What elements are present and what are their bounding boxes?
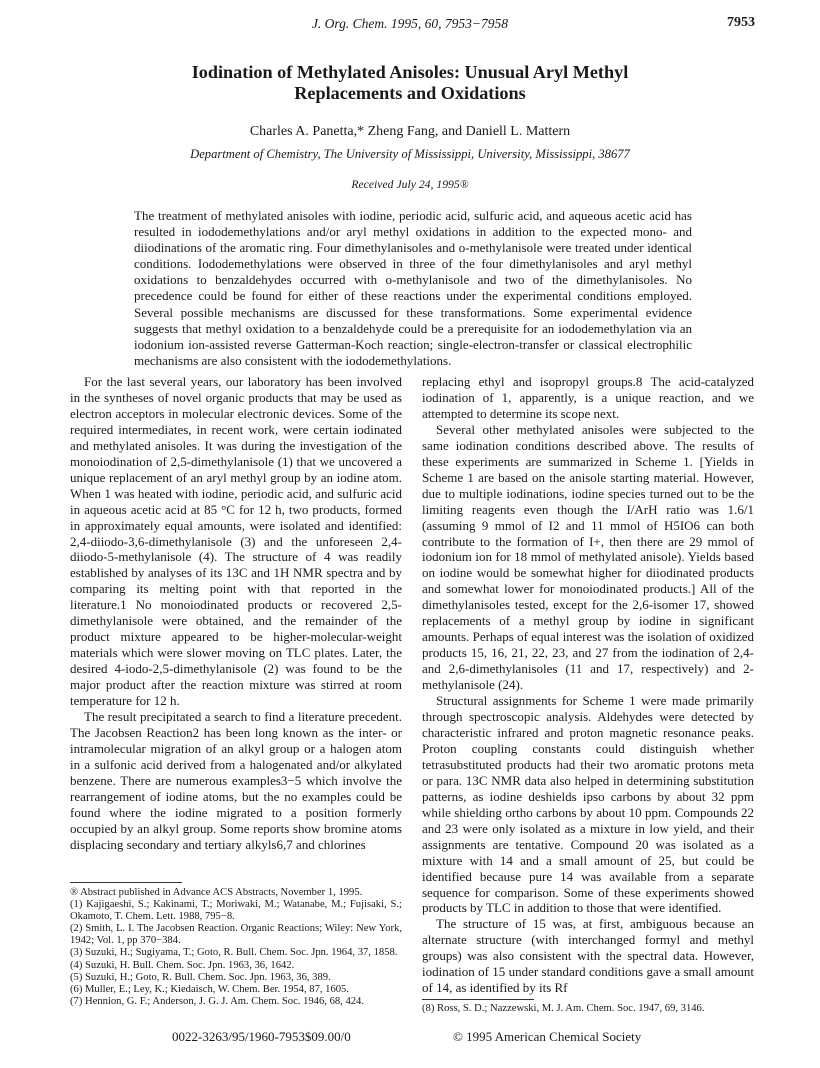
affiliation: Department of Chemistry, The University of Mississippi, University, Mississippi, 38677 xyxy=(190,147,630,161)
article-code: 0022-3263/95/1960-7953$09.00/0 xyxy=(172,1029,351,1044)
received-date: Received July 24, 1995® xyxy=(351,178,469,191)
footnote: (8) Ross, S. D.; Nazzewski, M. J. Am. Chem. Soc. 1947, 69, 3146. xyxy=(422,1003,705,1014)
footnote: (2) Smith, L. I. The Jacobsen Reaction. Organic Reactions; Wiley: New York, 1942; Vol. 1, pp 370−384. xyxy=(70,923,402,947)
footnote-divider xyxy=(422,999,534,1000)
body-paragraph: For the last several years, our laboratory has been involved in the syntheses of novel organic products that may be used as electron acceptors in molecular electronic devices. Some of the required intermediates, in recent work, were certain iodinated and methylated anisoles. It was during the investigation of the monoiodination of 2,5-dimethylanisole (1) that we uncovered a unique replacement of an aryl methyl group by an iodine atom. When 1 was heated with iodine, periodic acid, and sulfuric acid in aqueous acetic acid at 85 °C for 12 h, two products, formed in approximately equal amounts, were isolated and identified: 2,4-diiodo-3,6-dimethylanisole (3) and the unforeseen 2,4-diiodo-5-methylanisole (4). The structure of 4 was readily established by analyses of its 13C and 1H NMR spectra and by comparing its melting point with that reported in the literature.1 No monoiodinated products or recovered 2,5-dimethylanisole were obtained, and the remainder of the product mixture appeared to be higher-molecular-weight materials which were slower moving on TLC plates. Later, the desired 4-iodo-2,5-dimethylanisole (2) was found to be the major product after the reaction mixture was stirred at room temperature for 12 h. xyxy=(70,374,402,709)
footnote: (6) Muller, E.; Ley, K.; Kiedaisch, W. Chem. Ber. 1954, 87, 1605. xyxy=(70,983,349,995)
body-paragraph: Structural assignments for Scheme 1 were made primarily through spectroscopic analysis. Aldehydes were detected by characteristic infrared and proton magnetic resonance peaks. Proton coupling constants could distinguish whether tetrasubstituted products had their two aromatic protons meta or para. 13C NMR data also helped in determining substitution patterns, as iodine deshields ipso carbons by about 32 ppm while shielding ortho carbons by about 10 ppm. Compounds 22 and 23 were only isolated as a mixture in low yield, and their assignments are tentative. Compound 20 was isolated as a mixture with 14 and a small amount of 25, but could be identified because pure 14 was available from a separate sequence for comparison. Some of these experiments showed products by TLC in addition to those that were identified. xyxy=(422,693,754,916)
article-title xyxy=(100,62,720,104)
body-column-right xyxy=(422,374,754,996)
footnote: ® Abstract published in Advance ACS Abstracts, November 1, 1995. xyxy=(70,887,363,898)
body-paragraph: The result precipitated a search to find a literature precedent. The Jacobsen Reaction2 has been long known as the inter- or intramolecular migration of an alkyl group or a halogen atom in a sulfonic acid derived from a halogenated and/or alkylated benzene. There are numerous examples3−5 which involve the rearrangement of iodine atoms, but the no examples could be found where the iodine migrated to a position formerly occupied by an alkyl group. Some reports show bromine atoms displacing secondary and tertiary alkyls6,7 and chlorines xyxy=(70,709,402,852)
body-paragraph: The structure of 15 was, at first, ambiguous because an alternate structure (with interchanged formyl and methyl groups) was also consistent with the spectral data. However, iodination of 15 under standard conditions gave a small amount of 14, as identified by its Rf xyxy=(422,916,754,996)
author-list: Charles A. Panetta,* Zheng Fang, and Daniell L. Mattern xyxy=(249,124,571,139)
copyright: © 1995 American Chemical Society xyxy=(453,1029,642,1044)
title-line-1: Iodination of Methylated Anisoles: Unusual Aryl Methyl xyxy=(191,62,629,82)
body-column-left xyxy=(70,374,402,853)
body-paragraph: Several other methylated anisoles were subjected to the same iodination conditions described above. The results of these experiments are summarized in Scheme 1. [Yields in Scheme 1 are based on the anisole starting material. However, due to multiple iodinations, iodine species turned out to be the limiting reagents even though the I/ArH ratio was 1.6/1 (assuming 9 mmol of I2 and 11 mmol of H5IO6 can both contribute to the formation of I+, then there are 29 mmol of iodonium ion for 18 mmol of methylated anisole). Yields based on iodine would be somewhat higher for diiodinated products and somewhat lower for monoiodinated products.] All of the dimethylanisoles tested, except for the 2,6-isomer 17, showed replacements of a methyl group by iodine in significant amounts. Perhaps of equal interest was the isolation of oxidized products 15, 16, 21, 22, 23, and 27 from the iodination of 2,4- and 2,6-dimethylanisoles (11 and 17, respectively) and 2-methylanisole (24). xyxy=(422,421,754,693)
footnote: (3) Suzuki, H.; Sugiyama, T.; Goto, R. Bull. Chem. Soc. Jpn. 1964, 37, 1858. xyxy=(70,947,398,959)
running-header: J. Org. Chem. 1995, 60, 7953−7958 xyxy=(311,16,509,31)
footnote: (4) Suzuki, H. Bull. Chem. Soc. Jpn. 1963, 36, 1642. xyxy=(70,959,295,971)
footnote-divider xyxy=(70,882,182,883)
abstract: The treatment of methylated anisoles with iodine, periodic acid, sulfuric acid, and aqueous acetic acid has resulted in iododemethylations and/or aryl methyl oxidations in addition to the expected mono- and diiodinations of the aromatic ring. Four dimethylanisoles and o-methylanisole were treated under identical conditions. Iododemethylations were observed in three of the four dimethylanisoles and aryl methyl oxidations to benzaldehydes occurred with o-methylanisole and two of the dimethylanisoles. No precedence could be found for either of these reactions under the experimental conditions employed. Several possible mechanisms are discussed for these transformations. Some experimental evidence suggests that methyl oxidation to a benzaldehyde could be a prerequisite for an iododemethylation via an iodonium ion-assisted reverse Gatterman-Koch reaction; single-electron-transfer or classical electrophilic mechanisms are also consistent with the iododemethylations. xyxy=(134,208,692,368)
footnotes-left xyxy=(70,887,402,1008)
footnote: (1) Kajigaeshi, S.; Kakinami, T.; Moriwaki, M.; Watanabe, M.; Fujisaki, S.; Okamoto, T. Chem. Lett. 1988, 795−8. xyxy=(70,899,402,923)
body-paragraph: replacing ethyl and isopropyl groups.8 The acid-catalyzed iodination of 1, apparently, is a unique reaction, and we attempted to determine its scope next. xyxy=(422,374,754,421)
page-number: 7953 xyxy=(727,15,755,30)
footnote: (7) Hennion, G. F.; Anderson, J. G. J. Am. Chem. Soc. 1946, 68, 424. xyxy=(70,995,365,1007)
title-line-2: Replacements and Oxidations xyxy=(294,83,526,103)
footnote: (5) Suzuki, H.; Goto, R. Bull. Chem. Soc. Jpn. 1963, 36, 389. xyxy=(70,971,331,983)
footnotes-right xyxy=(422,1003,754,1015)
